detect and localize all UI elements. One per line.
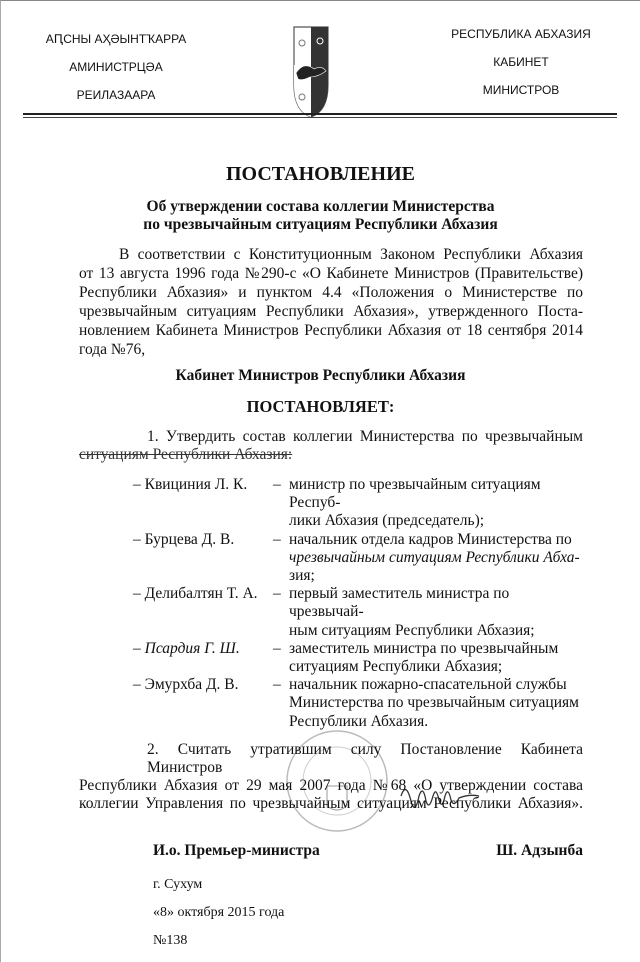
subtitle: [1, 198, 640, 234]
item1-line: ситуациям Республики Абхазия:: [79, 446, 293, 463]
member-name: – Псардия Г. Ш.: [133, 639, 240, 657]
header-left-line1: АԤСНЫ АҲӘЫНТҠАРРА: [45, 32, 187, 46]
member-name: – Бурцева Д. В.: [133, 530, 235, 548]
document-title: ПОСТАНОВЛЕНИЕ: [226, 163, 415, 185]
member-name: – Эмурхба Д. В.: [133, 676, 239, 694]
header-right-line3: МИНИСТРОВ: [482, 83, 560, 97]
preamble-line: В соответствии с Конституционным Законом Республики Абхазия: [119, 246, 583, 263]
member-description-line: заместитель министра по чрезвычайным: [289, 639, 559, 657]
member-description-line: начальник пожарно-спасательной службы: [289, 676, 567, 694]
header-left-line2: АМИНИСТРЦӘА: [69, 60, 163, 74]
subtitle-line: Об утверждении состава коллегии Министерства: [146, 198, 495, 215]
member-description: [289, 640, 585, 676]
preamble-line: от 13 августа 1996 года №290-с «О Кабинете Министров (Правительстве): [79, 265, 583, 282]
subtitle-line: по чрезвычайным ситуациям Республики Абхазия: [143, 216, 498, 233]
member-description: [289, 676, 585, 731]
document-number: №138: [153, 932, 188, 948]
header-left-line3: РЕИЛАЗААРА: [76, 88, 156, 102]
member-description-line: министр по чрезвычайным ситуациям Респуб-: [289, 476, 541, 512]
item2-line: 2. Считать утратившим силу Постановление Кабинета Министров: [147, 740, 583, 776]
member-description-line: Республики Абхазия.: [289, 712, 429, 730]
member-name: – Квициния Л. К.: [133, 476, 248, 493]
member-description-line: чрезвычайным ситуациям Республики Абха-: [289, 548, 580, 566]
member-description-line: Министерства по чрезвычайным ситуациям: [289, 694, 579, 712]
signature-row: [153, 841, 583, 860]
item1: [79, 428, 583, 464]
place: г. Сухум: [153, 876, 203, 892]
date: «8» октября 2015 года: [153, 904, 285, 920]
member-description-line: ным ситуациям Республики Абхазия;: [289, 621, 535, 639]
item1-line: 1. Утвердить состав коллегии Министерства по чрезвычайным: [147, 428, 583, 445]
members-list: [133, 476, 585, 731]
member-description-line: лики Абхазия (председатель);: [289, 512, 485, 530]
member-description-line: ситуациям Республики Абхазия;: [289, 658, 503, 676]
header-right-line1: РЕСПУБЛИКА АБХАЗИЯ: [451, 27, 591, 41]
member-description-line: зия;: [289, 567, 315, 585]
member-description: [289, 531, 585, 586]
member-dash: –: [273, 639, 281, 657]
header-right-line2: КАБИНЕТ: [493, 55, 549, 69]
cabinet-heading: Кабинет Министров Республики Абхазия: [175, 367, 466, 384]
member-dash: –: [273, 530, 281, 548]
preamble: [79, 245, 583, 359]
member-dash: –: [273, 676, 281, 694]
member-description: [289, 585, 585, 640]
document-body: [1, 1, 640, 962]
member-description-line: начальник отдела кадров Министерства по: [289, 530, 572, 548]
member-description-line: первый заместитель министра по чрезвычай-: [289, 585, 510, 621]
item2: [79, 741, 583, 813]
preamble-line: новлением Кабинета Министров Республики Абхазия от 18 сентября 2014: [79, 322, 583, 339]
item2-line: Республики Абхазия от 29 мая 2007 года №68 «О утверждении состава: [79, 776, 583, 794]
signatory-name: Ш. Адзынба: [496, 841, 583, 859]
member-dash: –: [273, 585, 281, 603]
decides-heading: ПОСТАНОВЛЯЕТ:: [246, 397, 395, 416]
preamble-line: года №76,: [79, 341, 146, 358]
item2-line: коллегии Управления по чрезвычайным ситуациям Республики Абхазия».: [79, 794, 583, 812]
member-dash: –: [273, 476, 281, 493]
preamble-line: чрезвычайным ситуациям Республики Абхазия», утвержденного Поста-: [79, 303, 583, 320]
signatory-position: И.о. Премьер-министра: [153, 841, 320, 859]
member-name: – Делибалтян Т. А.: [133, 585, 258, 603]
member-description: [289, 476, 585, 531]
preamble-line: Республики Абхазия» и пунктом 4.4 «Положения о Министерстве по: [79, 284, 583, 301]
